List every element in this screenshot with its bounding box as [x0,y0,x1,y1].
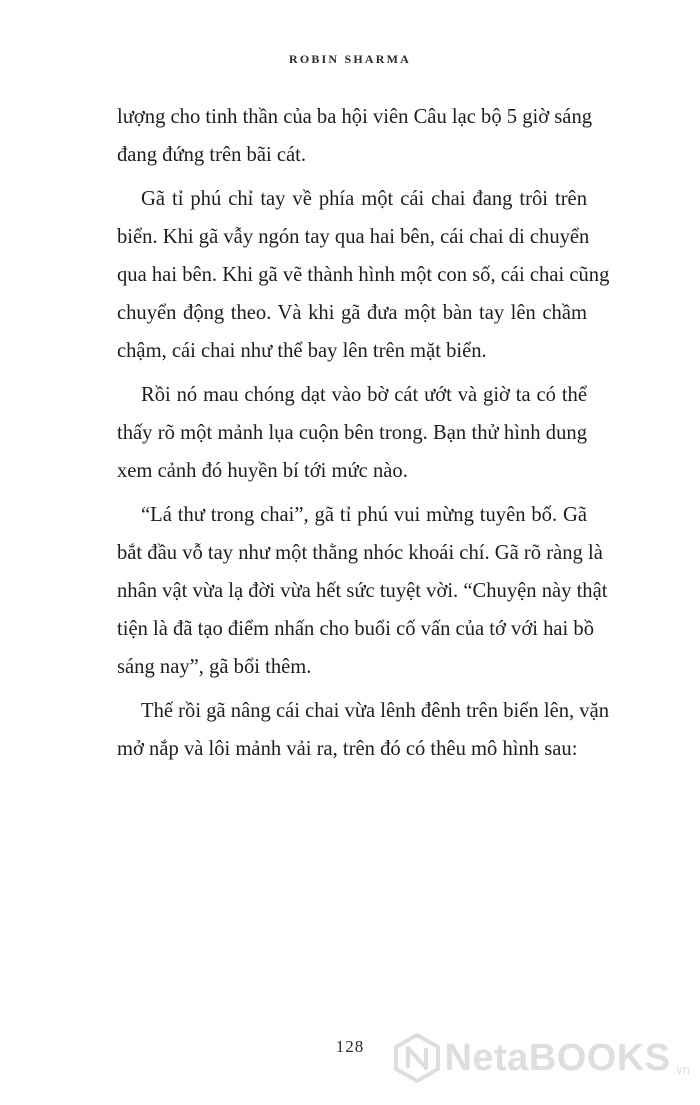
text-line: nhân vật vừa lạ đời vừa hết sức tuyệt vời. “Chuyện này thật [117,580,608,602]
paragraph [117,98,593,174]
page-number: 128 [335,1037,365,1056]
text-line: “Lá thư trong chai”, gã tỉ phú vui mừng tuyên bố. Gã [141,504,587,526]
paragraph [117,692,610,768]
text-line: Thế rồi gã nâng cái chai vừa lênh đênh trên biển lên, vặn [141,700,610,722]
running-header: ROBIN SHARMA [288,52,412,66]
watermark [394,1033,690,1083]
netabooks-logo-icon [394,1033,440,1083]
text-line: Gã tỉ phú chỉ tay về phía một cái chai đang trôi trên [141,188,587,210]
text-line: chậm, cái chai như thể bay lên trên mặt biển. [117,340,487,362]
body-text [117,98,610,768]
text-line: Rồi nó mau chóng dạt vào bờ cát ướt và giờ ta có thể [141,384,587,406]
watermark-suffix: .vn [672,1062,690,1077]
watermark-text: NetaBOOKS [444,1036,671,1079]
text-line: chuyển động theo. Và khi gã đưa một bàn tay lên chầm [117,302,587,324]
paragraph [117,376,587,490]
text-line: thấy rõ một mảnh lụa cuộn bên trong. Bạn thử hình dung [117,422,587,444]
text-line: lượng cho tinh thần của ba hội viên Câu lạc bộ 5 giờ sáng [117,106,593,128]
text-line: tiện là đã tạo điểm nhấn cho buổi cố vấn của tớ với hai bồ [117,618,594,640]
paragraph [117,180,610,370]
text-line: xem cảnh đó huyền bí tới mức nào. [117,460,408,482]
text-line: bắt đầu vỗ tay như một thằng nhóc khoái chí. Gã rõ ràng là [117,542,603,564]
text-line: mở nắp và lôi mảnh vải ra, trên đó có thêu mô hình sau: [117,738,578,760]
paragraph [117,496,608,686]
text-line: sáng nay”, gã bổi thêm. [117,656,312,678]
text-line: đang đứng trên bãi cát. [117,144,307,166]
text-line: qua hai bên. Khi gã vẽ thành hình một con số, cái chai cũng [117,264,610,286]
text-line: biển. Khi gã vẫy ngón tay qua hai bên, cái chai di chuyển [117,226,590,248]
